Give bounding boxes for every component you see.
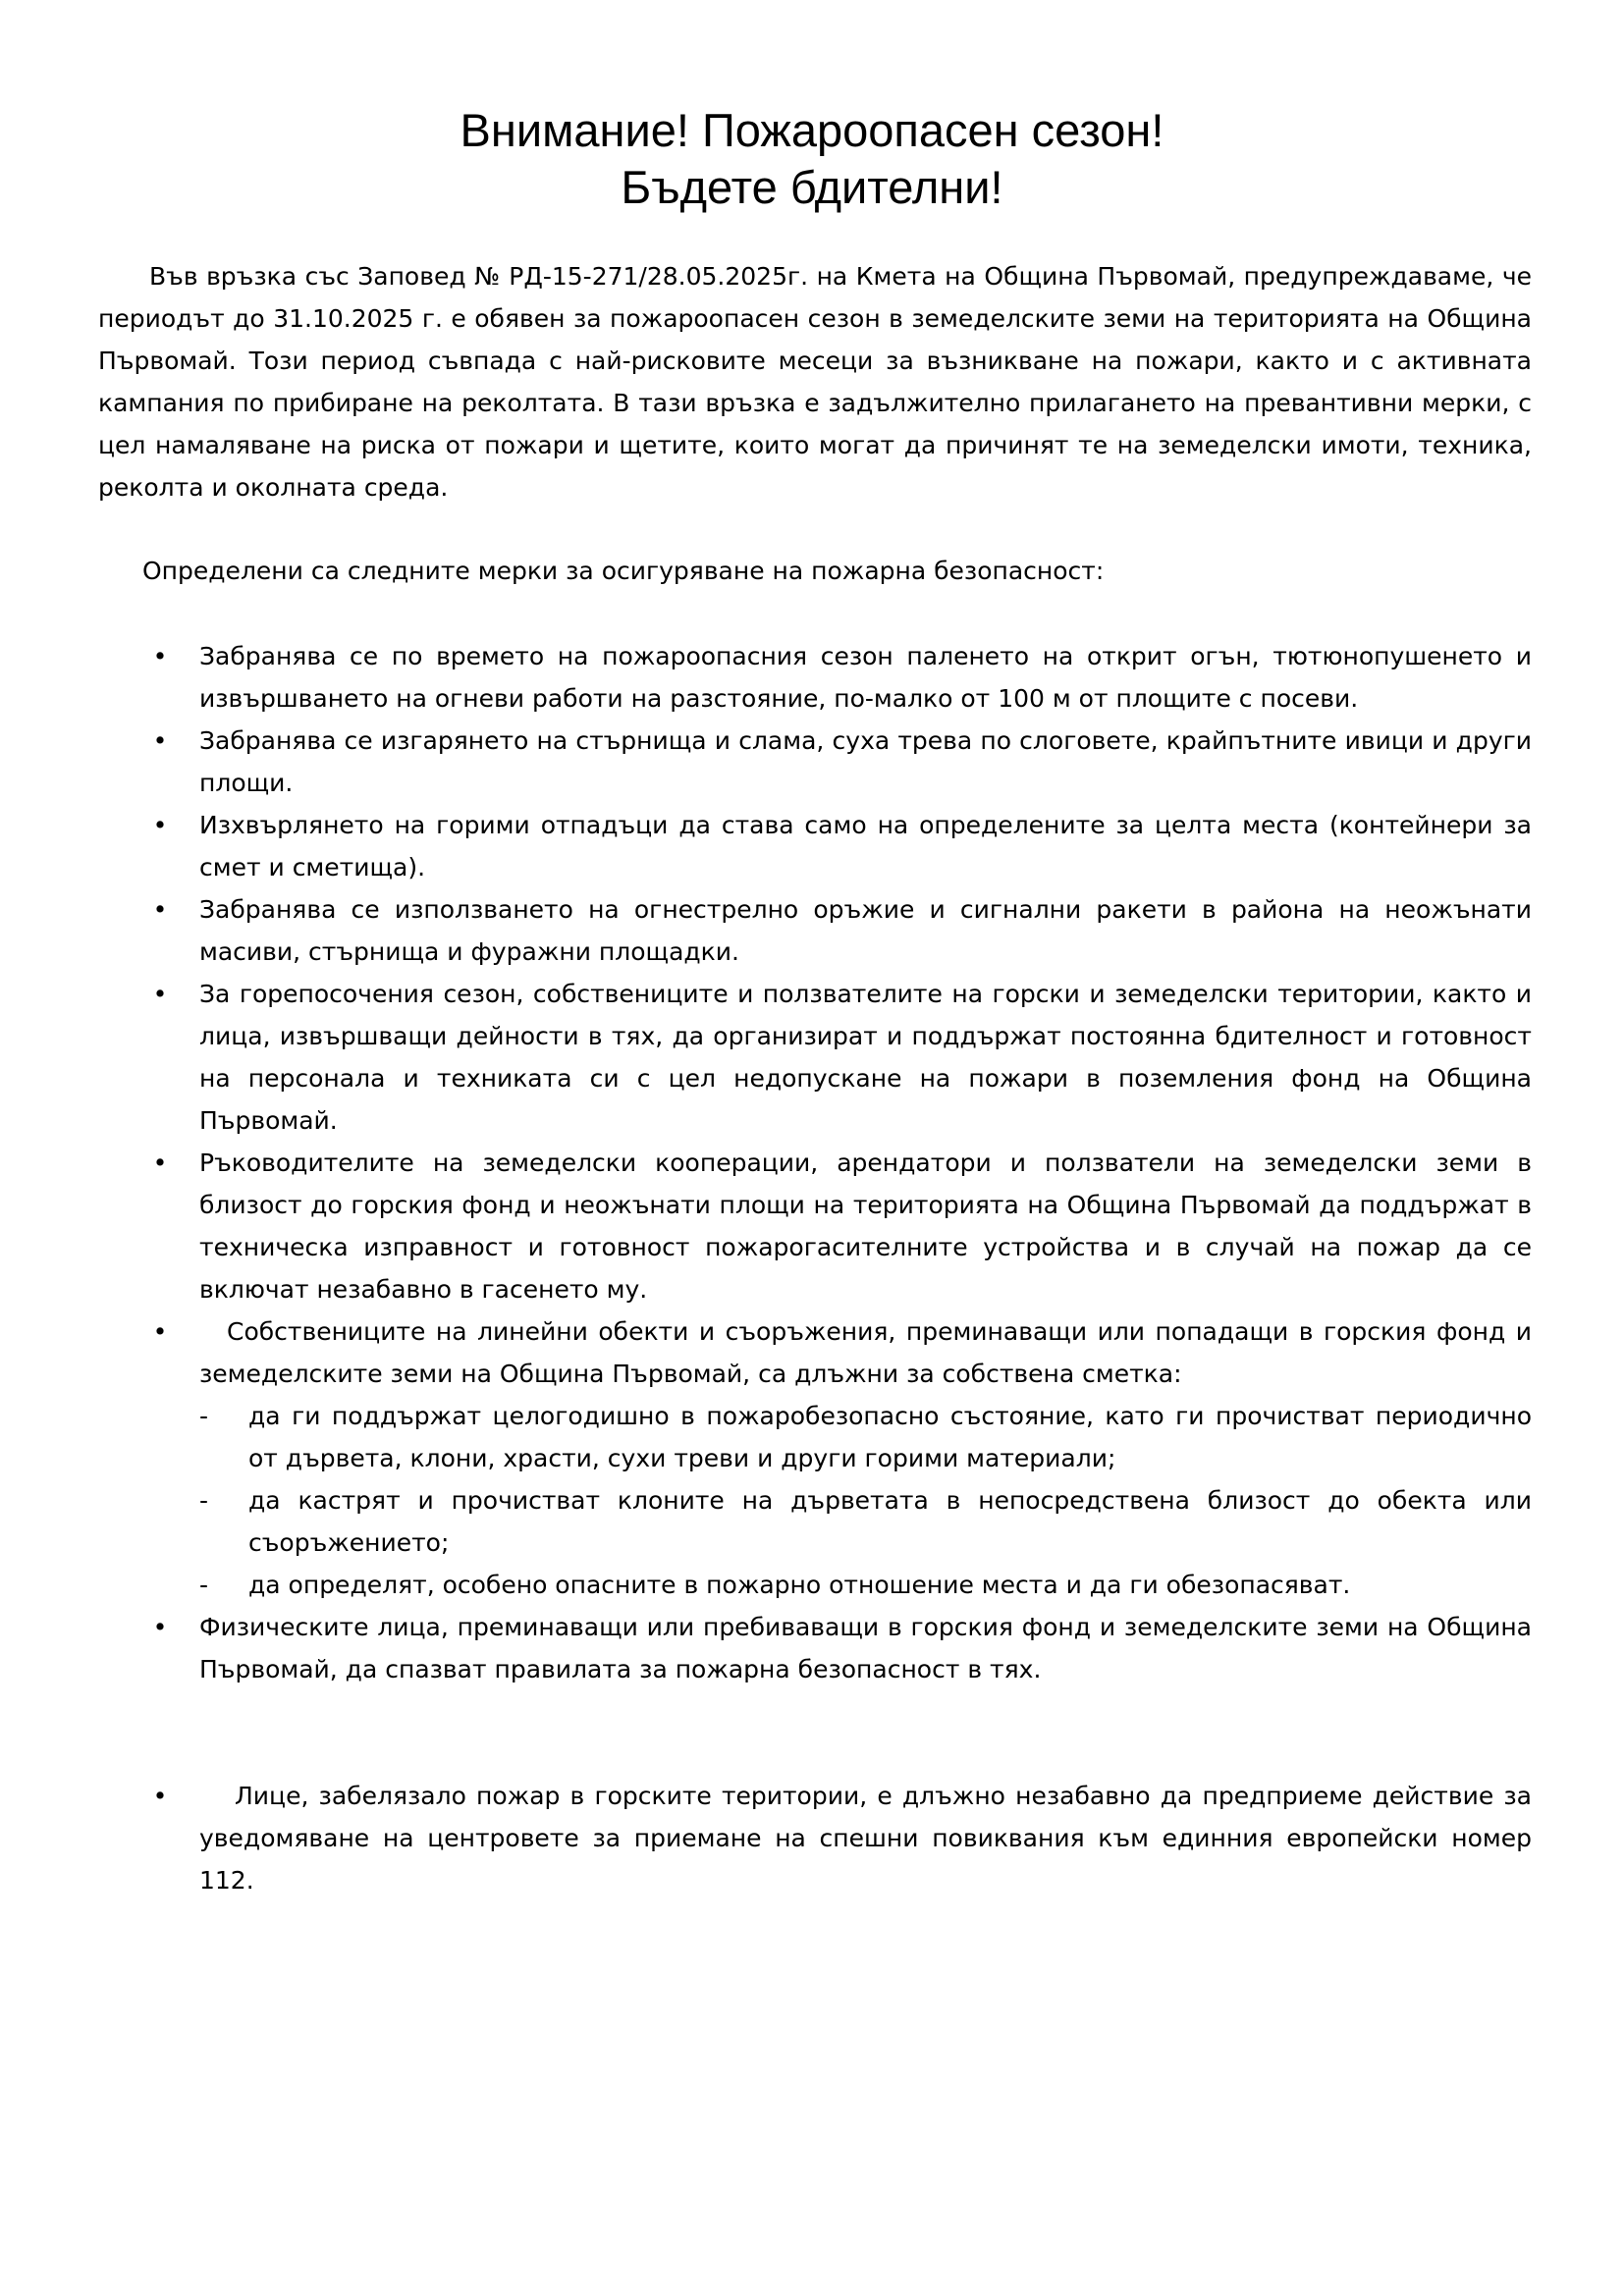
- list-item-text: Ръководителите на земеделски кооперации, арендатори и ползватели на земеделски земи в близост до горския фонд и неожънати площи на територията на Община Първомай да поддържат в техническа изправност и готовност пожарогасителните устройства и в случай на пожар да се включат незабавно в гасенето му.: [199, 1148, 1532, 1304]
- bullet-icon: •: [152, 1148, 168, 1177]
- list-item: [152, 1606, 1532, 1690]
- list-item: [152, 720, 1532, 804]
- list-item-text: Лице, забелязало пожар в горските територии, е длъжно незабавно да предприеме действие за уведомяване на центровете за приемане на спешни повиквания към единния европейски номер 112.: [199, 1782, 1532, 1895]
- bullet-icon: •: [152, 726, 168, 755]
- document-title-line-1: Внимание! Пожароопасен сезон!: [460, 104, 1164, 156]
- list-item: [152, 1142, 1532, 1310]
- dash-icon: -: [199, 1571, 209, 1599]
- intro-paragraph: Във връзка със Заповед № РД-15-271/28.05.2025г. на Кмета на Община Първомай, предупреждаваме, че периодът до 31.10.2025 г. е обявен за пожароопасен сезон в земеделските земи на територията на Община Първомай. Този период съвпада с най-рисковите месеци за възникване на пожари, както и с активната кампания по прибиране на реколтата. В тази връзка е задължително прилагането на превантивни мерки, с цел намаляване на риска от пожари и щетите, които могат да причинят те на земеделски имоти, техника, реколта и околната среда.: [98, 262, 1532, 502]
- measures-heading: Определени са следните мерки за осигуряване на пожарна безопасност:: [142, 557, 1105, 585]
- measures-list: [0, 635, 1624, 1901]
- list-item-text: За горепосочения сезон, собствениците и ползвателите на горски и земеделски територии, както и лица, извършващи дейности в тях, да организират и поддържат постоянна бдителност и готовност на персонала и техниката си с цел недопускане на пожари в поземления фонд на Община Първомай.: [199, 980, 1532, 1135]
- list-item: [152, 1310, 1532, 1606]
- sub-list-item-text: да ги поддържат целогодишно в пожаробезопасно състояние, като ги прочистват периодично от дървета, клони, храсти, сухи треви и други горими материали;: [248, 1402, 1532, 1472]
- sub-list-item: [199, 1564, 1532, 1606]
- list-item: [152, 1775, 1532, 1901]
- list-item: [152, 973, 1532, 1142]
- bullet-icon: •: [152, 895, 168, 924]
- list-item-text: Забранява се изгарянето на стърнища и слама, суха трева по слоговете, крайпътните ивици и други площи.: [199, 726, 1532, 797]
- sub-list-item: [199, 1479, 1532, 1564]
- list-item: [152, 635, 1532, 720]
- bullet-icon: •: [152, 980, 168, 1008]
- list-item-text: Забранява се по времето на пожароопасния сезон паленето на открит огън, тютюнопушенето и извършването на огневи работи на разстояние, по-малко от 100 м от площите с посеви.: [199, 642, 1532, 713]
- list-item: [152, 888, 1532, 973]
- dash-icon: -: [199, 1486, 209, 1515]
- list-item-text: Физическите лица, преминаващи или пребиваващи в горския фонд и земеделските земи на Община Първомай, да спазват правилата за пожарна безопасност в тях.: [199, 1613, 1532, 1683]
- sub-list-item-text: да кастрят и прочистват клоните на дърветата в непосредствена близост до обекта или съоръжението;: [248, 1486, 1532, 1557]
- list-item-text: Собствениците на линейни обекти и съоръжения, преминаващи или попадащи в горския фонд и земеделските земи на Община Първомай, са длъжни за собствена сметка:: [199, 1317, 1532, 1388]
- list-item-text: Изхвърлянето на горими отпадъци да става само на определените за целта места (контейнери за смет и сметища).: [199, 811, 1532, 881]
- bullet-icon: •: [152, 642, 168, 670]
- dash-icon: -: [199, 1402, 209, 1430]
- list-spacer: [0, 1690, 1624, 1775]
- bullet-icon: •: [152, 1782, 168, 1810]
- sub-list-item: [199, 1395, 1532, 1479]
- list-item: [152, 804, 1532, 888]
- list-item-text: Забранява се използването на огнестрелно оръжие и сигнални ракети в района на неожънати масиви, стърнища и фуражни площадки.: [199, 895, 1532, 966]
- document-title-line-2: Бъдете бдителни!: [621, 161, 1003, 213]
- bullet-icon: •: [152, 811, 168, 839]
- bullet-icon: •: [152, 1613, 168, 1641]
- sub-list-item-text: да определят, особено опасните в пожарно отношение места и да ги обезопасяват.: [248, 1571, 1351, 1599]
- sub-list: [199, 1395, 1532, 1606]
- bullet-icon: •: [152, 1317, 168, 1346]
